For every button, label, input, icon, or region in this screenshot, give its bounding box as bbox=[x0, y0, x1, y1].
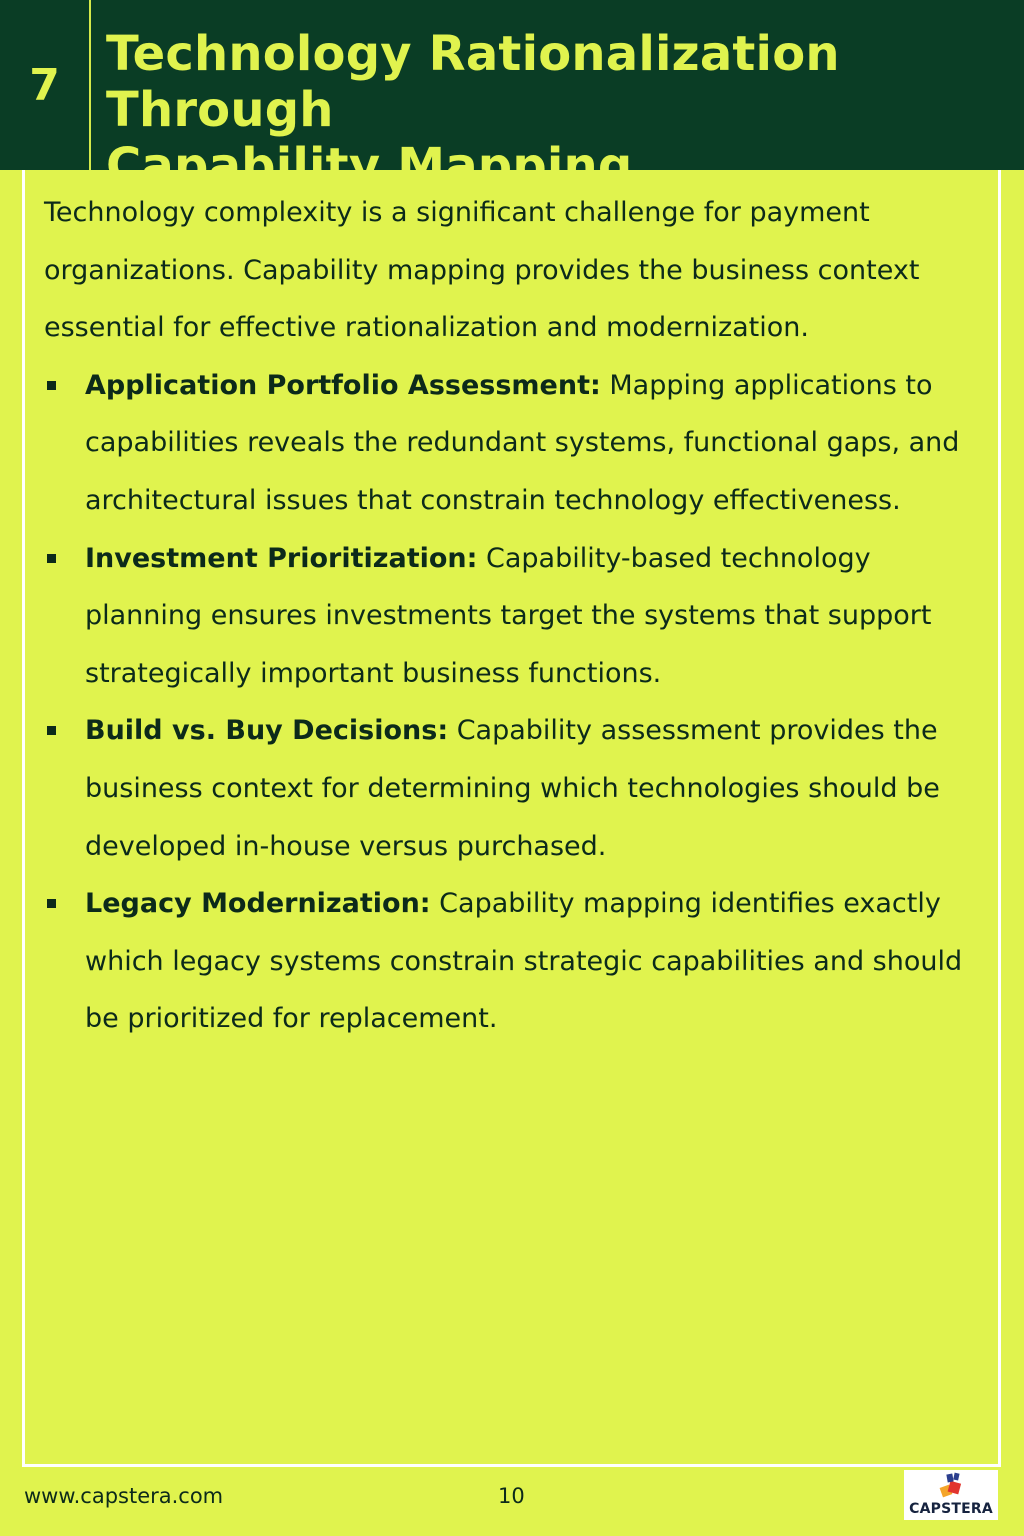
title-line-2: Capability Mapping bbox=[106, 138, 633, 194]
bullet-item-application-portfolio bbox=[44, 357, 984, 530]
title-line-1: Technology Rationalization Through bbox=[106, 26, 840, 138]
bullet-label: Application Portfolio Assessment: bbox=[85, 369, 601, 401]
square-bullet-icon bbox=[47, 726, 56, 735]
capstera-logo bbox=[904, 1470, 998, 1520]
bullet-text: Mapping applications to capabilities reveals the redundant systems, functional gaps, and architectural issues that constrain technology effectiveness. bbox=[85, 369, 960, 516]
bullet-text: Capability assessment provides the business context for determining which technologies should be developed in-house versus purchased. bbox=[85, 715, 940, 862]
bullet-list bbox=[44, 357, 984, 1048]
bullet-text: Capability-based technology planning ensures investments target the systems that support strategically important business functions. bbox=[85, 542, 932, 689]
capstera-logo-icon bbox=[939, 1472, 965, 1500]
bullet-text: Capability mapping identifies exactly which legacy systems constrain strategic capabilities and should be prioritized for replacement. bbox=[85, 888, 963, 1035]
section-number: 7 bbox=[29, 59, 60, 111]
bullet-item-investment-prioritization bbox=[44, 530, 984, 703]
bullet-label: Build vs. Buy Decisions: bbox=[85, 715, 449, 747]
bullet-label: Investment Prioritization: bbox=[85, 542, 478, 574]
header-divider bbox=[89, 0, 91, 170]
logo-text: CAPSTERA bbox=[909, 1501, 993, 1517]
page-header bbox=[0, 0, 1024, 194]
page-title bbox=[106, 26, 1016, 194]
content-body bbox=[44, 184, 984, 1048]
bullet-item-legacy-modernization bbox=[44, 875, 984, 1048]
intro-paragraph: Technology complexity is a significant challenge for payment organizations. Capability mapping provides the business context essential for effective rationalization and modernization. bbox=[44, 197, 920, 344]
bullet-item-build-vs-buy bbox=[44, 702, 984, 875]
footer-website-link[interactable]: www.capstera.com bbox=[24, 1484, 224, 1508]
bullet-label: Legacy Modernization: bbox=[85, 888, 431, 920]
square-bullet-icon bbox=[47, 381, 56, 390]
page-number: 10 bbox=[498, 1484, 525, 1508]
square-bullet-icon bbox=[47, 554, 56, 563]
square-bullet-icon bbox=[47, 899, 56, 908]
